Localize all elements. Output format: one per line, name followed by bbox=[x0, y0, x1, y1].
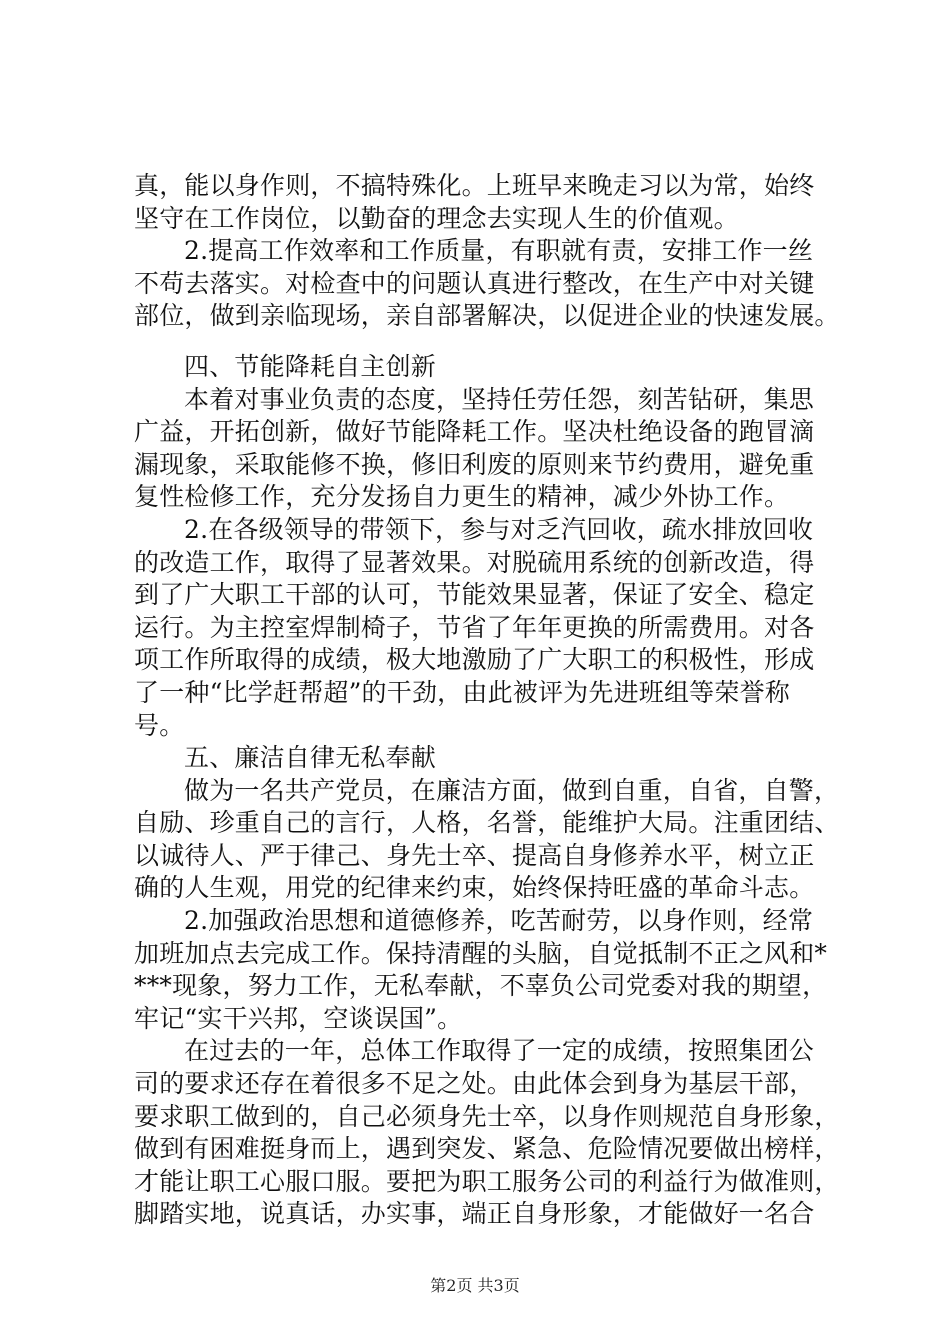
section-heading: 五、廉洁自律无私奉献 bbox=[184, 743, 437, 773]
text-line: 做到有困难挺身而上，遇到突发、紧急、危险情况要做出榜样， bbox=[134, 1134, 840, 1164]
page-number-footer: 第2页 共3页 bbox=[430, 1276, 520, 1295]
text-line: 号。 bbox=[134, 710, 185, 740]
text-line: 运行。为主控室焊制椅子，节省了年年更换的所需费用。对各 bbox=[134, 612, 815, 642]
section-heading: 四、节能降耗自主创新 bbox=[184, 351, 437, 381]
text-line: 广益，开拓创新，做好节能降耗工作。坚决杜绝设备的跑冒滴 bbox=[134, 417, 815, 447]
text-line: 到了广大职工干部的认可，节能效果显著，保证了安全、稳定 bbox=[134, 580, 815, 610]
text-line: 确的人生观，用党的纪律来约束，始终保持旺盛的革命斗志。 bbox=[134, 873, 815, 903]
text-line: 2.在各级领导的带领下，参与对乏汽回收，疏水排放回收 bbox=[184, 514, 814, 544]
text-line: 的改造工作，取得了显著效果。对脱硫用系统的创新改造，得 bbox=[134, 547, 815, 577]
text-line: 2.加强政治思想和道德修养，吃苦耐劳，以身作则，经常 bbox=[184, 906, 814, 936]
text-line: 加班加点去完成工作。保持清醒的头脑，自觉抵制不正之风和* bbox=[134, 938, 828, 968]
text-line: 要求职工做到的，自己必须身先士卒，以身作则规范自身形象， bbox=[134, 1101, 840, 1131]
text-line: 自励、珍重自己的言行，人格，名誉，能维护大局。注重团结、 bbox=[134, 808, 840, 838]
text-line: 不苟去落实。对检查中的问题认真进行整改，在生产中对关键 bbox=[134, 268, 815, 298]
text-line: 部位，做到亲临现场，亲自部署解决，以促进企业的快速发展。 bbox=[134, 301, 840, 331]
text-line: 牢记“实干兴邦，空谈误国”。 bbox=[134, 1003, 463, 1033]
text-line: 复性检修工作，充分发扬自力更生的精神，减少外协工作。 bbox=[134, 482, 790, 512]
text-line: 以诚待人、严于律己、身先士卒、提高自身修养水平，树立正 bbox=[134, 840, 815, 870]
text-line: 脚踏实地，说真话，办实事，端正自身形象，才能做好一名合 bbox=[134, 1199, 815, 1229]
text-line: 本着对事业负责的态度，坚持任劳任怨，刻苦钻研，集思 bbox=[184, 384, 815, 414]
text-line: ***现象，努力工作，无私奉献，不辜负公司党委对我的期望， bbox=[134, 971, 828, 1001]
text-line: 项工作所取得的成绩，极大地激励了广大职工的积极性，形成 bbox=[134, 645, 815, 675]
text-line: 真，能以身作则，不搞特殊化。上班早来晚走习以为常，始终 bbox=[134, 171, 815, 200]
text-line: 在过去的一年，总体工作取得了一定的成绩，按照集团公 bbox=[184, 1036, 815, 1066]
text-line: 司的要求还存在着很多不足之处。由此体会到身为基层干部， bbox=[134, 1069, 815, 1099]
document-body bbox=[134, 170, 840, 1231]
text-line: 2.提高工作效率和工作质量，有职就有责，安排工作一丝 bbox=[184, 236, 814, 266]
text-line: 漏现象，采取能修不换，修旧利废的原则来节约费用，避免重 bbox=[134, 449, 815, 479]
text-line: 做为一名共产党员，在廉洁方面，做到自重，自省，自警， bbox=[184, 775, 840, 805]
text-line: 了一种“比学赶帮超”的干劲，由此被评为先进班组等荣誉称 bbox=[134, 677, 790, 707]
paragraph-gap bbox=[134, 333, 834, 351]
text-line: 坚守在工作岗位，以勤奋的理念去实现人生的价值观。 bbox=[134, 203, 739, 233]
text-line: 才能让职工心服口服。要把为职工服务公司的利益行为做准则， bbox=[134, 1166, 840, 1196]
